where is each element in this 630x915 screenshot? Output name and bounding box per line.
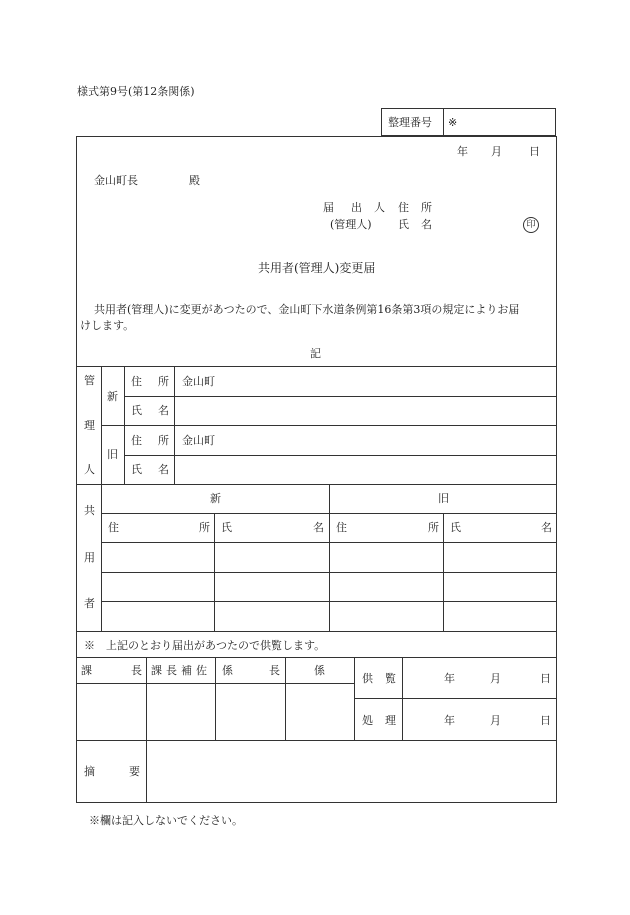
- reference-number-label: 整理番号: [388, 116, 432, 129]
- sharer-old-name-header: 氏: [450, 521, 461, 534]
- section-chief-stamp-field[interactable]: [216, 685, 284, 739]
- applicant-address-label: 所: [421, 201, 432, 214]
- processing-label: 理: [385, 714, 396, 727]
- applicant-label-char: 人: [374, 201, 385, 214]
- sharer-new-name-header: 氏: [221, 521, 232, 534]
- circulation-month: 月: [490, 672, 501, 685]
- manager-label: 理: [84, 419, 95, 432]
- manager-label: 管: [84, 374, 95, 387]
- section-chief-label: 係: [222, 664, 233, 677]
- applicant-manager-label: (管理人): [330, 218, 372, 231]
- addressee-honorific: 殿: [189, 174, 200, 187]
- reference-number-field[interactable]: ※: [448, 116, 458, 129]
- processing-month: 月: [490, 714, 501, 727]
- manager-new-name-field[interactable]: [176, 398, 554, 424]
- circulation-day: 日: [540, 672, 551, 685]
- chief-label: 課: [81, 664, 92, 677]
- summary-label: 摘: [84, 765, 95, 778]
- sharer-label: 用: [84, 551, 95, 564]
- sharer-new-name-header: 名: [313, 521, 324, 534]
- manager-old-address-value[interactable]: 金山町: [182, 434, 215, 447]
- processing-day: 日: [540, 714, 551, 727]
- circulation-label: 供: [362, 672, 373, 685]
- processing-year: 年: [444, 714, 455, 727]
- staff-label: 係: [314, 664, 325, 677]
- manager-old-label: 旧: [107, 448, 118, 461]
- sharer-new-address-header: 住: [108, 521, 119, 534]
- office-note: ※ 上記のとおり届出があつたので供覧します。: [84, 639, 326, 652]
- body-text-line1: 共用者(管理人)に変更があつたので、金山町下水道条例第16条第3項の規定によりお届: [94, 303, 520, 316]
- manager-old-name-field[interactable]: [176, 457, 554, 483]
- ki-heading: 記: [310, 347, 321, 360]
- manager-new-label: 新: [107, 390, 118, 403]
- assistant-chief-label: 課長補佐: [151, 664, 211, 677]
- sharer-old-header: 旧: [438, 492, 449, 505]
- date-year: 年: [457, 145, 468, 158]
- addressee-name: 金山町長: [94, 174, 138, 187]
- applicant-address-label: 住: [398, 201, 409, 214]
- date-month: 月: [491, 145, 502, 158]
- section-chief-label: 長: [269, 664, 280, 677]
- chief-label: 長: [131, 664, 142, 677]
- circulation-year: 年: [444, 672, 455, 685]
- body-text-line2: けします。: [80, 319, 135, 332]
- manager-new-address-value[interactable]: 金山町: [182, 375, 215, 388]
- applicant-label-char: 届: [323, 201, 334, 214]
- manager-old-name-label: 氏: [131, 463, 142, 476]
- summary-label: 要: [129, 765, 140, 778]
- manager-old-address-label: 住: [131, 434, 142, 447]
- manager-new-name-label: 氏: [131, 404, 142, 417]
- applicant-label-char: 出: [351, 201, 362, 214]
- applicant-name-label: 名: [421, 218, 432, 231]
- manager-new-name-label: 名: [158, 404, 169, 417]
- processing-label: 処: [362, 714, 373, 727]
- sharer-old-address-header: 所: [428, 521, 439, 534]
- document-title: 共用者(管理人)変更届: [258, 261, 376, 275]
- manager-new-address-label: 住: [131, 375, 142, 388]
- sharer-old-address-header: 住: [336, 521, 347, 534]
- sharer-label: 者: [84, 597, 95, 610]
- chief-stamp-field[interactable]: [77, 685, 145, 739]
- manager-old-name-label: 名: [158, 463, 169, 476]
- circulation-label: 覧: [385, 672, 396, 685]
- sharer-old-name-header: 名: [541, 521, 552, 534]
- assistant-chief-stamp-field[interactable]: [147, 685, 214, 739]
- sharer-new-header: 新: [210, 492, 221, 505]
- manager-old-address-label: 所: [158, 434, 169, 447]
- sharer-entry-area[interactable]: [102, 543, 557, 631]
- sharer-label: 共: [84, 504, 95, 517]
- sharer-new-address-header: 所: [199, 521, 210, 534]
- summary-field[interactable]: [148, 742, 555, 801]
- applicant-name-label: 氏: [398, 218, 409, 231]
- seal-mark: 印: [523, 217, 539, 233]
- form-code: 様式第9号(第12条関係): [77, 85, 195, 98]
- footnote: ※欄は記入しないでください。: [89, 814, 243, 827]
- manager-new-address-label: 所: [158, 375, 169, 388]
- date-day: 日: [529, 145, 540, 158]
- staff-stamp-field[interactable]: [286, 685, 353, 739]
- manager-label: 人: [84, 463, 95, 476]
